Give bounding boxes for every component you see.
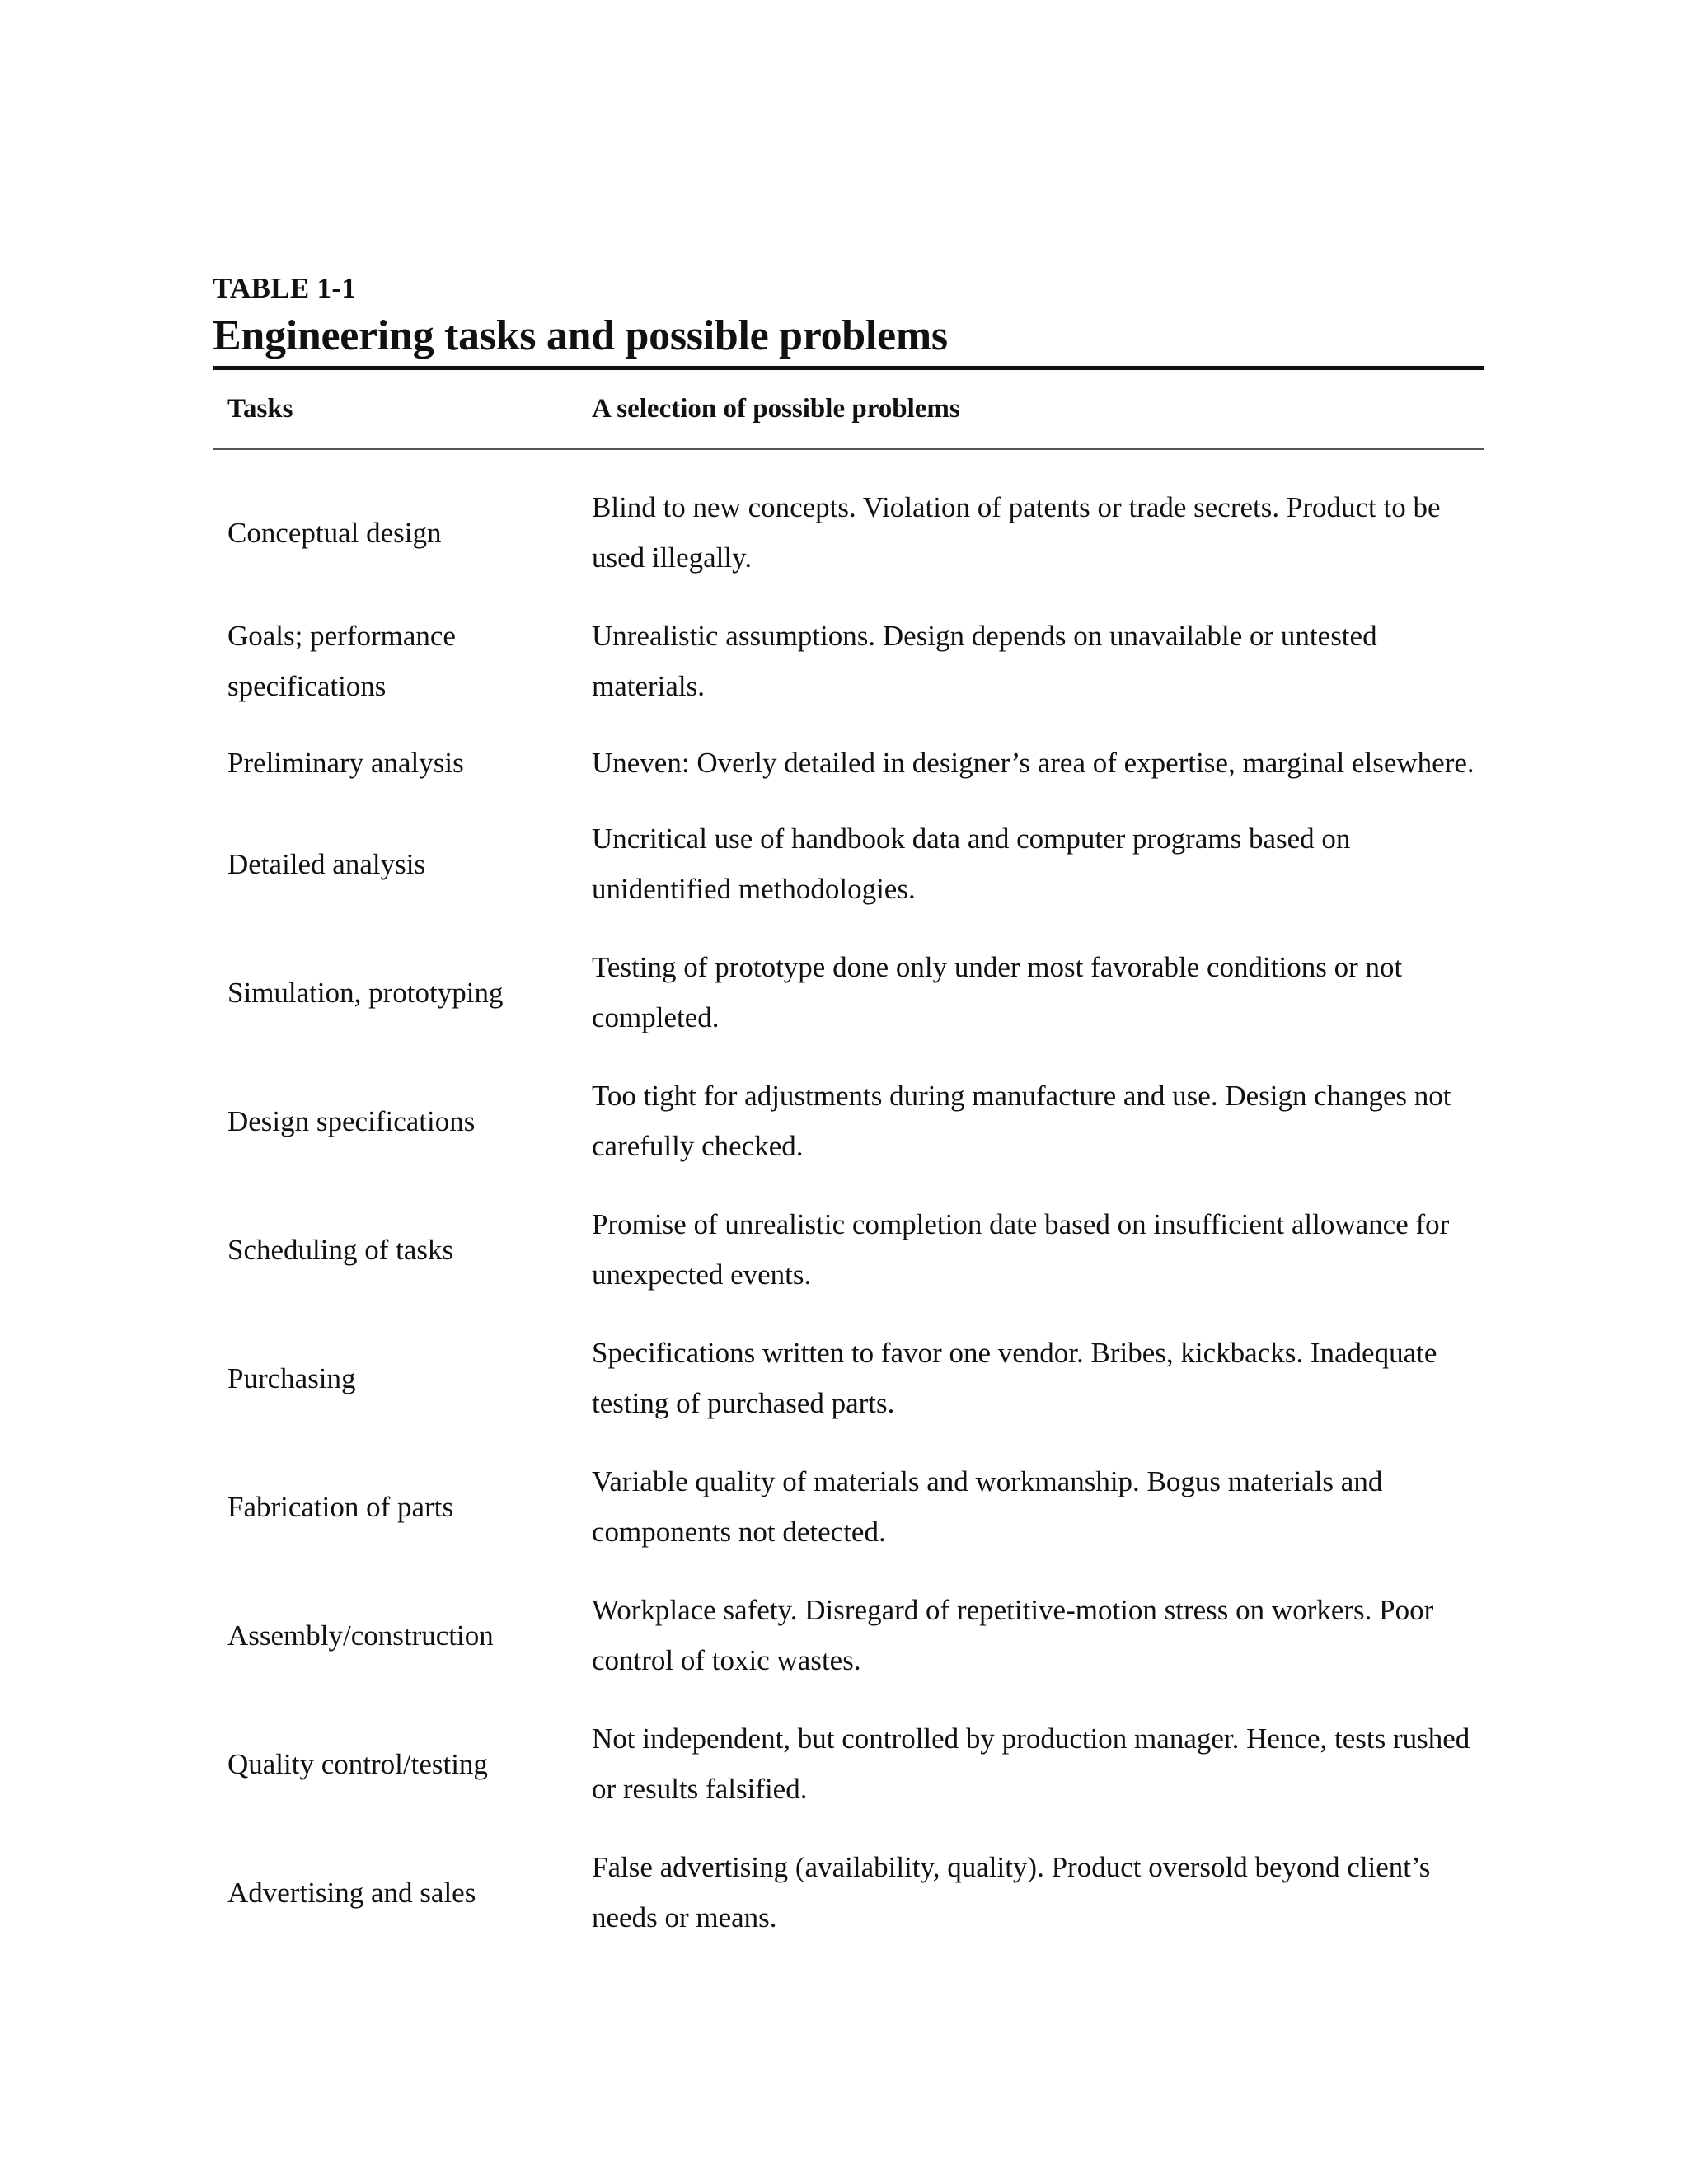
table-row [213,1571,1484,1699]
task-cell: Goals; performance specifications [227,620,456,702]
task-cell: Conceptual design [227,516,442,549]
problem-cell: Too tight for adjustments during manufacture and use. Design changes not carefully checked. [592,1080,1451,1162]
table-container [213,272,1484,1957]
problem-cell: Blind to new concepts. Violation of patents or trade secrets. Product to be used illegally. [592,491,1441,574]
header-tasks: Tasks [227,394,293,424]
task-cell: Preliminary analysis [227,746,464,779]
problem-cell: Not independent, but controlled by production manager. Hence, tests rushed or results falsified. [592,1722,1470,1805]
table-title: Engineering tasks and possible problems [213,312,948,359]
header-row [213,370,1484,448]
task-cell: Quality control/testing [227,1747,488,1780]
task-cell: Purchasing [227,1361,356,1394]
task-cell: Scheduling of tasks [227,1233,454,1266]
table-row [213,597,1484,725]
task-cell: Advertising and sales [227,1876,476,1909]
tasks-problems-table [213,370,1484,448]
task-cell: Design specifications [227,1104,476,1137]
table-row [213,799,1484,928]
table-row [213,928,1484,1057]
table-row [213,1828,1484,1957]
header-problems: A selection of possible problems [592,394,960,424]
table-row [213,725,1484,799]
table-row [213,1185,1484,1314]
table-row [213,468,1484,597]
table-label: TABLE 1-1 [213,272,357,304]
problem-cell: False advertising (availability, quality). Product oversold beyond client’s needs or means. [592,1851,1431,1933]
task-cell: Fabrication of parts [227,1490,454,1523]
problem-cell: Workplace safety. Disregard of repetitive-motion stress on workers. Poor control of toxic wastes. [592,1594,1434,1676]
table-row [213,1442,1484,1571]
table-row [213,1699,1484,1828]
problem-cell: Promise of unrealistic completion date based on insufficient allowance for unexpected events. [592,1208,1450,1291]
task-cell: Assembly/construction [227,1619,494,1652]
problem-cell: Uncritical use of handbook data and computer programs based on unidentified methodologies. [592,823,1351,905]
table-row [213,1057,1484,1185]
problem-cell: Testing of prototype done only under most favorable conditions or not completed. [592,951,1403,1033]
problem-cell: Specifications written to favor one vendor. Bribes, kickbacks. Inadequate testing of purchased parts. [592,1337,1437,1419]
table-body [213,450,1484,1957]
task-cell: Simulation, prototyping [227,976,504,1009]
problem-cell: Unrealistic assumptions. Design depends on unavailable or untested materials. [592,620,1377,702]
problem-cell: Uneven: Overly detailed in designer’s area of expertise, marginal elsewhere. [592,746,1475,779]
task-cell: Detailed analysis [227,847,426,880]
problem-cell: Variable quality of materials and workmanship. Bogus materials and components not detected. [592,1465,1383,1548]
table-row [213,1314,1484,1442]
